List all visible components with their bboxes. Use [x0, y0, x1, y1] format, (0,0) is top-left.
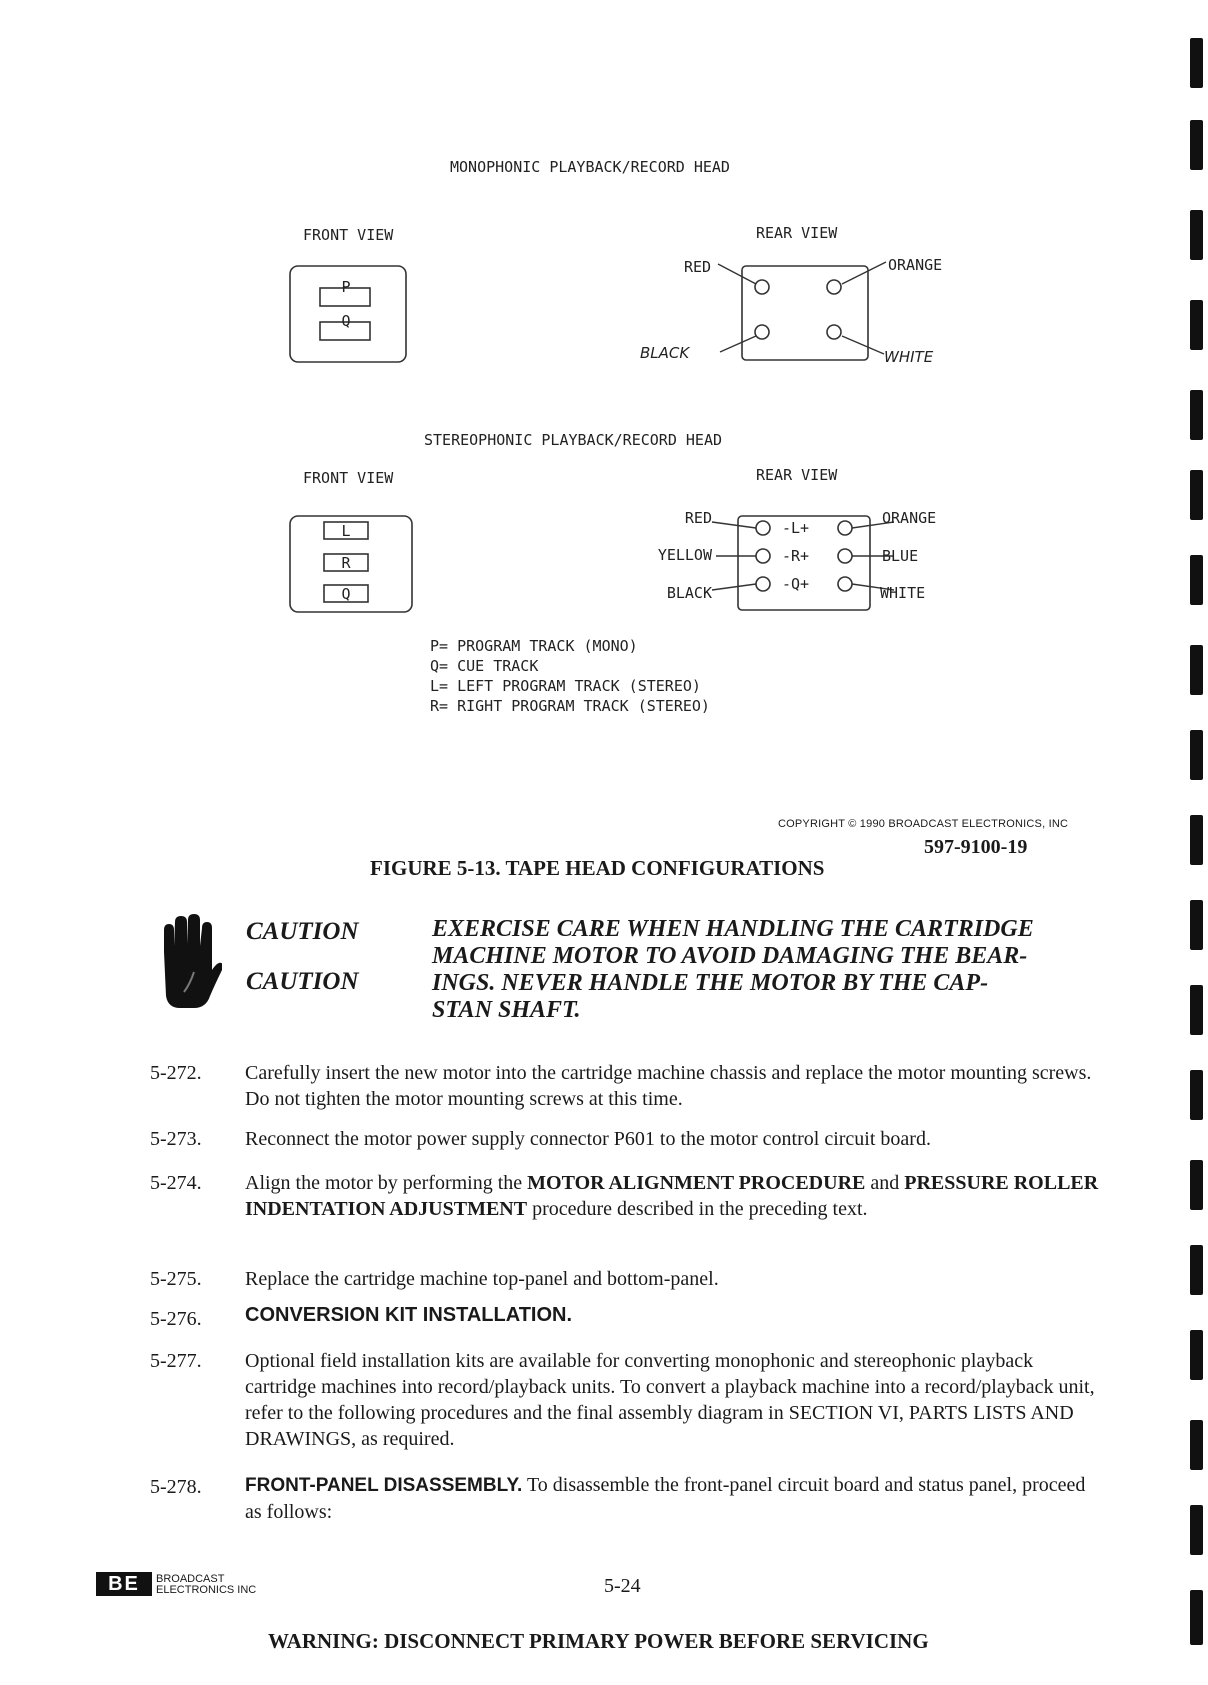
- mono-wire-white-label: WHITE: [884, 348, 934, 366]
- stereo-wire-blue-label: BLUE: [882, 547, 919, 565]
- mono-terminal: [827, 325, 841, 339]
- stereo-front-view-label: FRONT VIEW: [303, 469, 394, 487]
- mono-track-p: P: [341, 278, 351, 296]
- stereo-terminal-q: -Q+: [782, 575, 810, 593]
- paragraph-text: Carefully insert the new motor into the cartridge machine chassis and replace the motor mounting screws. Do not tighten the motor mounting screws at this time.: [245, 1062, 1092, 1110]
- stereo-terminal: [838, 549, 852, 563]
- section-heading: CONVERSION KIT INSTALLATION.: [245, 1304, 573, 1326]
- procedure-name: PRESSURE ROLLER INDENTATION ADJUSTMENT: [245, 1172, 1099, 1220]
- paragraph-text: Optional field installation kits are available for converting monophonic and stereophonic playback cartridge machines into record/playback units. To convert a playback machine into a record/playback unit, refer to the following procedures and the final assembly diagram in SECTION VI, PARTS LISTS AND DRAWINGS, as required.: [245, 1350, 1095, 1450]
- stereo-track-r: R: [341, 554, 351, 572]
- wire-black: [720, 336, 756, 352]
- paragraph-text: Align the motor by performing the MOTOR ALIGNMENT PROCEDURE and PRESSURE ROLLER INDENTATION ADJUSTMENT procedure described in the preceding text.: [245, 1172, 1099, 1220]
- stereo-track-l: L: [341, 522, 351, 540]
- caution-line: INGS. NEVER HANDLE THE MOTOR BY THE CAP-: [432, 970, 989, 996]
- caution-hand-icon: [150, 912, 222, 1012]
- procedure-name: MOTOR ALIGNMENT PROCEDURE: [527, 1172, 866, 1194]
- mono-head-title: MONOPHONIC PLAYBACK/RECORD HEAD: [450, 158, 730, 176]
- legend-item: P= PROGRAM TRACK (MONO): [430, 637, 638, 655]
- paragraph-number: 5-273.: [150, 1128, 202, 1150]
- wire-red: [718, 264, 756, 284]
- stereo-terminal: [838, 577, 852, 591]
- wire-red: [712, 522, 756, 528]
- wire-black: [712, 584, 756, 590]
- mono-track-q: Q: [341, 312, 351, 330]
- caution-label-1: CAUTION: [246, 918, 359, 945]
- stereo-wire-yellow-label: YELLOW: [657, 546, 712, 564]
- caution-text: [432, 916, 1034, 1024]
- stereo-terminal-r: -R+: [782, 547, 810, 565]
- stereo-terminal: [838, 521, 852, 535]
- mono-wire-orange-label: ORANGE: [888, 256, 943, 274]
- stereo-rear-view-label: REAR VIEW: [756, 466, 838, 484]
- paragraph-text: Replace the cartridge machine top-panel and bottom-panel.: [245, 1268, 719, 1290]
- paragraph-number: 5-272.: [150, 1062, 202, 1084]
- copyright-notice: COPYRIGHT © 1990 BROADCAST ELECTRONICS, INC: [778, 818, 1069, 830]
- paragraph-text: FRONT-PANEL DISASSEMBLY. To disassemble the front-panel circuit board and status panel, proceed as follows:: [245, 1474, 1086, 1523]
- mono-wire-red-label: RED: [684, 258, 712, 276]
- stereo-head-diagram: [280, 500, 960, 620]
- legend-item: R= RIGHT PROGRAM TRACK (STEREO): [430, 697, 710, 715]
- mono-wire-black-label: BLACK: [640, 344, 690, 362]
- subsection-heading: FRONT-PANEL DISASSEMBLY.: [245, 1475, 523, 1496]
- stereo-terminal: [756, 577, 770, 591]
- mono-terminal: [755, 325, 769, 339]
- drawing-part-number: 597-9100-19: [924, 836, 1028, 858]
- stereo-wire-white-label: WHITE: [880, 584, 926, 602]
- mono-front-view-label: FRONT VIEW: [303, 226, 394, 244]
- paragraph-number: 5-278.: [150, 1476, 202, 1498]
- wire-white: [842, 336, 884, 354]
- stereo-terminal-l: -L+: [782, 519, 810, 537]
- stereo-wire-black-label: BLACK: [666, 584, 712, 602]
- paragraph-number: 5-274.: [150, 1172, 202, 1194]
- mono-terminal: [827, 280, 841, 294]
- footer-warning: WARNING: DISCONNECT PRIMARY POWER BEFORE SERVICING: [268, 1629, 929, 1653]
- mono-head-diagram: [280, 250, 960, 380]
- legend-item: L= LEFT PROGRAM TRACK (STEREO): [430, 677, 701, 695]
- paragraph-number: 5-276.: [150, 1308, 202, 1330]
- legend-item: Q= CUE TRACK: [430, 657, 539, 675]
- caution-line: STAN SHAFT.: [432, 997, 581, 1023]
- company-logo: BE: [96, 1572, 152, 1596]
- mono-rear-view-label: REAR VIEW: [756, 224, 838, 242]
- stereo-terminal: [756, 549, 770, 563]
- paragraph-text: Reconnect the motor power supply connector P601 to the motor control circuit board.: [245, 1128, 931, 1150]
- caution-label-2: CAUTION: [246, 968, 359, 995]
- mono-terminal: [755, 280, 769, 294]
- company-name: BROADCAST ELECTRONICS INC: [156, 1573, 257, 1596]
- figure-legend: [430, 636, 710, 716]
- figure-caption: FIGURE 5-13. TAPE HEAD CONFIGURATIONS: [370, 856, 825, 880]
- paragraph-number: 5-275.: [150, 1268, 202, 1290]
- caution-line: EXERCISE CARE WHEN HANDLING THE CARTRIDGE: [432, 916, 1034, 942]
- page-number: 5-24: [604, 1575, 641, 1597]
- stereo-terminal: [756, 521, 770, 535]
- stereo-track-q: Q: [341, 585, 351, 603]
- stereo-wire-red-label: RED: [684, 509, 712, 527]
- stereo-head-title: STEREOPHONIC PLAYBACK/RECORD HEAD: [424, 431, 723, 449]
- paragraph-number: 5-277.: [150, 1350, 202, 1372]
- caution-line: MACHINE MOTOR TO AVOID DAMAGING THE BEAR-: [432, 943, 1028, 969]
- stereo-wire-orange-label: ORANGE: [882, 509, 937, 527]
